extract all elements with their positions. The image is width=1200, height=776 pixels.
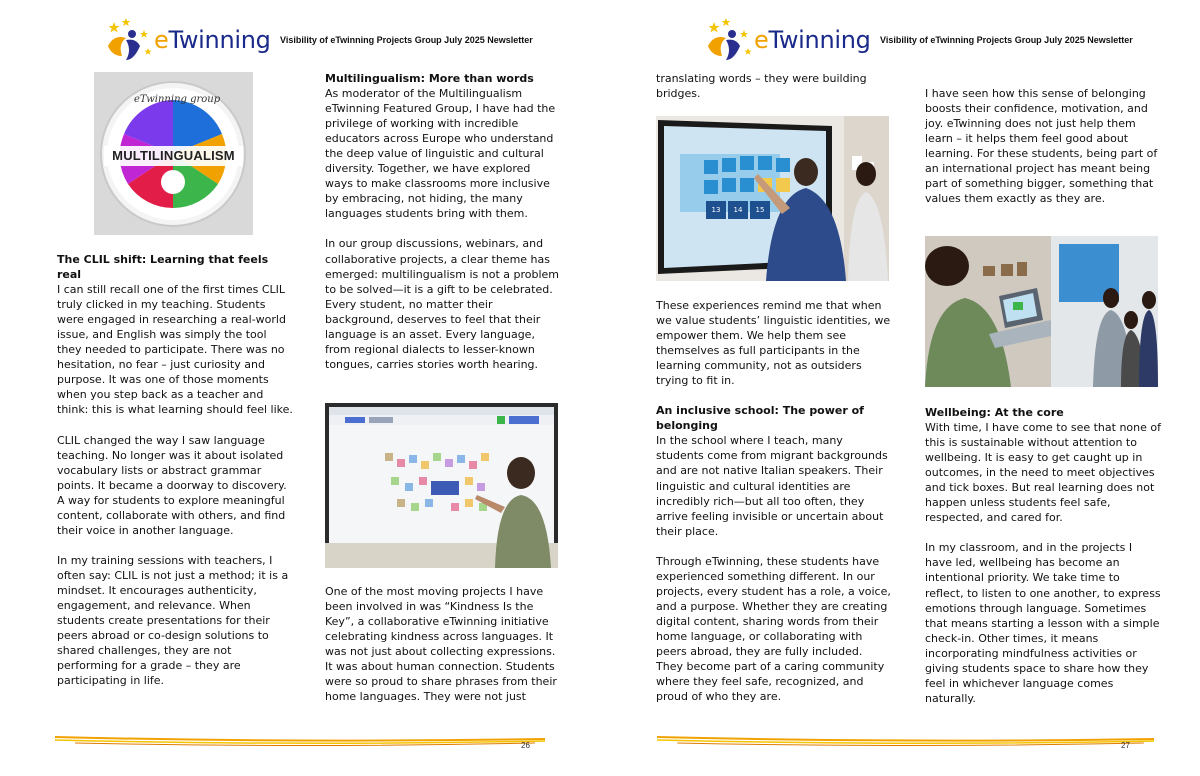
badge-arc-text: eTwinning group (134, 94, 221, 105)
heading-inclusive-school: An inclusive school: The power of belonging (656, 404, 864, 433)
column-belonging (925, 86, 1161, 206)
column-clil (57, 252, 294, 688)
column-multilingualism-bottom (325, 584, 561, 704)
classroom-screen-photo (325, 403, 558, 568)
etwinning-logo (704, 16, 874, 62)
students-laptop-photo (925, 236, 1158, 387)
logo-wordmark: eTwinning (754, 26, 871, 54)
column-wellbeing (925, 405, 1161, 706)
newsletter-title: Visibility of eTwinning Projects Group July 2025 Newsletter (280, 35, 533, 45)
etwinning-logo (104, 16, 274, 62)
column-inclusive-bottom (656, 298, 892, 704)
paragraph: These experiences remind me that when we value students’ linguistic identities, we empower them. We help them see themselves as full participants in the learning community, not as outsiders trying to fit in. (656, 299, 891, 388)
paragraph: In my training sessions with teachers, I often say: CLIL is not just a method; it is a mindset. It encourages authenticity, engagement, and relevance. When students create presentations for their peers abroad or co-design solutions to shared challenges, they are not performing for a grade – they are participating in life. (57, 553, 289, 688)
paragraph: I can still recall one of the first times CLIL truly clicked in my teaching. Students were engaged in researching a real-world issue, and English was simply the tool they needed to participate. There was no hesitation, no fear – just curiosity and purpose. It was one of those moments when you step back as a teacher and think: this is what learning should feel like. (57, 283, 293, 417)
paragraph: Through eTwinning, these students have experienced something different. In our projects, every student has a role, a voice, and a purpose. Whether they are creating digital content, sharing words from their home language, or collaborating with peers abroad, they are fully included. They become part of a caring community where they feel safe, recognized, and proud of who they are. (656, 554, 891, 704)
heading-clil-shift: The CLIL shift: Learning that feels real (57, 253, 269, 282)
page-number: 26 (521, 741, 530, 750)
etwinning-stars-icon (104, 16, 154, 62)
footer-swoosh (657, 733, 1154, 749)
paragraph: In our group discussions, webinars, and collaborative projects, a clear theme has emerged: multilingualism is not a problem to be solved—it is a gift to be celebrated. Every student, no matter their background, deserves to feel that their language is an asset. Every language, from regional dialects to lesser-known tongues, carries stories worth hearing. (325, 237, 560, 371)
badge-label: MULTILINGUALISM (112, 148, 235, 163)
heading-wellbeing: Wellbeing: At the core (925, 406, 1064, 419)
etwinning-stars-icon (704, 16, 754, 62)
paragraph: In the school where I teach, many students come from migrant backgrounds and are not native Italian speakers. Their linguistic and cultural identities are incredibly rich—but all too often, they arrive feeling invisible or uncertain about their place. (656, 434, 888, 538)
page-number: 27 (1121, 741, 1130, 750)
paragraph: As moderator of the Multilingualism eTwinning Featured Group, I have had the privilege of working with incredible educators across Europe who understand the deep value of linguistic and cultural diversity. Together, we have explored ways to make classrooms more inclusive by embracing, not hiding, the many languages students bring with them. (325, 87, 556, 221)
paragraph: In my classroom, and in the projects I have led, wellbeing has become an intentional priority. We take time to reflect, to listen to one another, to express emotions through language. Sometimes that means starting a lesson with a simple check-in. Other times, it means incorporating mindfulness activities or giving students space to share how they feel in whichever language comes naturally. (925, 541, 1161, 705)
paragraph: With time, I have come to see that none of this is sustainable without attention to wellbeing. It is easy to get caught up in outcomes, in the need to meet objectives and tick boxes. But real learning does not happen unless students feel safe, respected, and cared for. (925, 421, 1161, 525)
column-multilingualism-top (325, 71, 561, 372)
paragraph: One of the most moving projects I have been involved in was “Kindness Is the Key”, a collaborative eTwinning initiative celebrating kindness across languages. It was not just about collecting expressions. It was about human connection. Students were so proud to share phrases from their home languages. They were not just (325, 585, 557, 704)
board-number: 15 (750, 201, 770, 219)
interactive-board-photo (656, 116, 889, 281)
paragraph: translating words – they were building bridges. (656, 72, 867, 101)
footer-swoosh (55, 733, 545, 749)
column-inclusive-top (656, 71, 892, 101)
page-right (600, 0, 1200, 776)
multilingualism-badge-image (94, 72, 253, 235)
logo-wordmark: eTwinning (154, 26, 271, 54)
paragraph: CLIL changed the way I saw language teaching. No longer was it about isolated vocabulary lists or abstract grammar points. It became a doorway to discovery. A way for students to explore meaningful content, collaborate with others, and find their voice in another language. (57, 433, 287, 537)
board-number: 13 (706, 201, 726, 219)
newsletter-title: Visibility of eTwinning Projects Group July 2025 Newsletter (880, 35, 1133, 45)
page-header (704, 14, 1133, 64)
board-number: 14 (728, 201, 748, 219)
heading-multilingualism: Multilingualism: More than words (325, 72, 534, 85)
paragraph: I have seen how this sense of belonging boosts their confidence, motivation, and joy. eTwinning does not just help them learn – it helps them feel good about learning. For these students, being part of an international project has meant being part of something bigger, something that values them exactly as they are. (925, 87, 1158, 206)
page-header (104, 14, 533, 64)
